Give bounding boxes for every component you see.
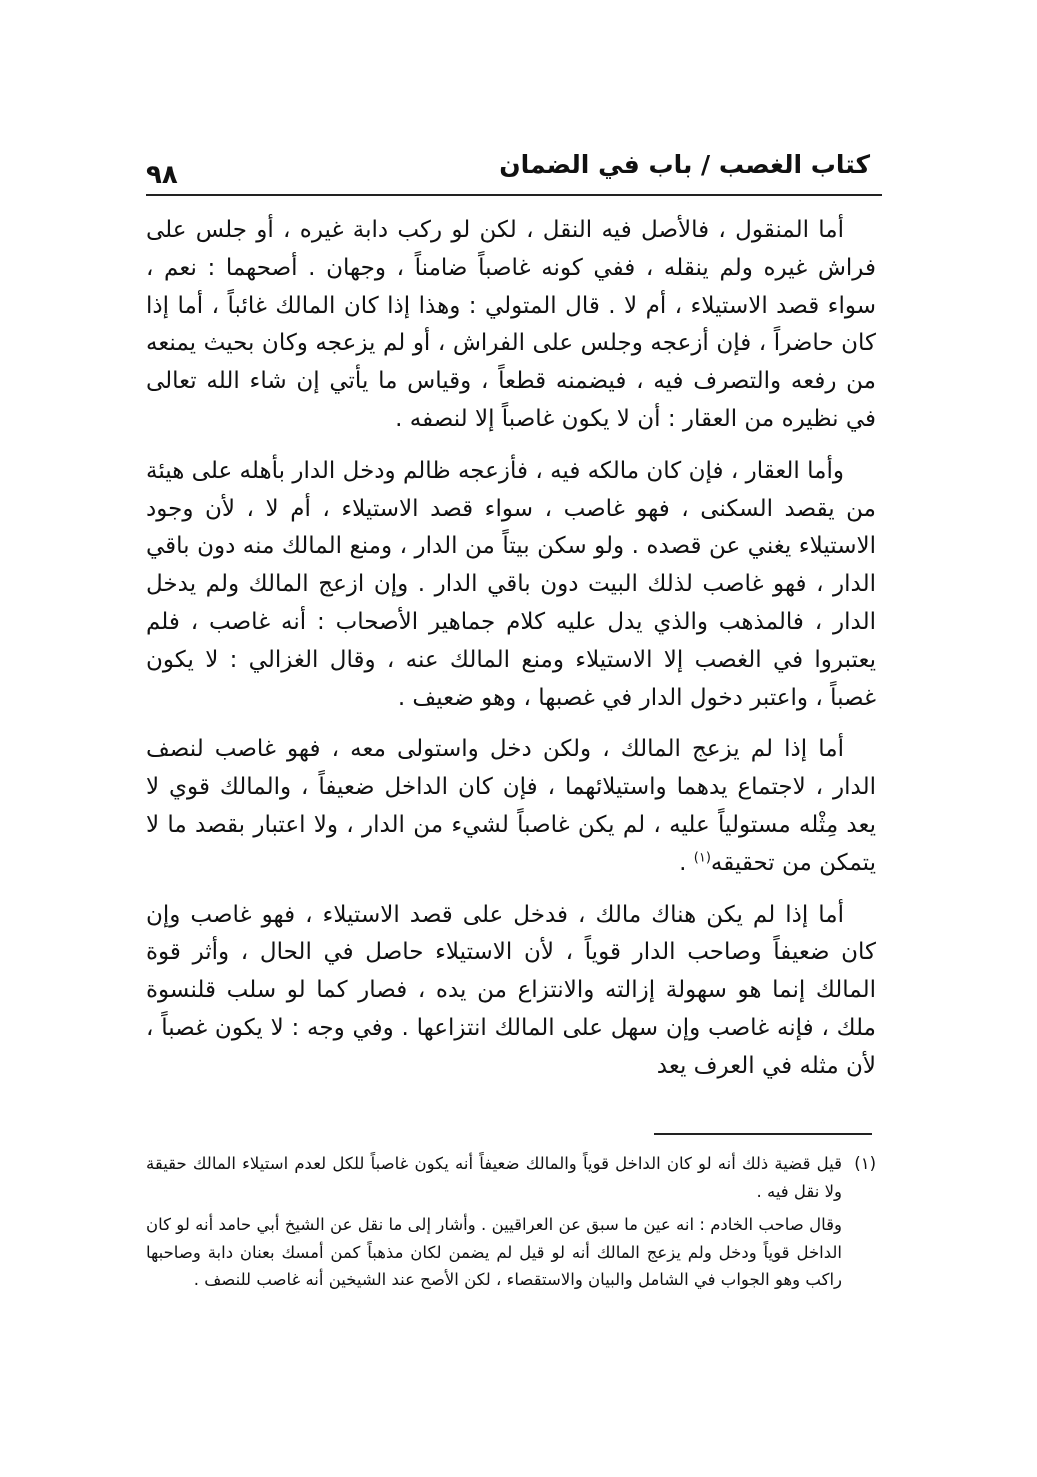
page-header <box>146 150 882 194</box>
footnotes <box>146 1150 876 1294</box>
footnote-rule <box>654 1133 872 1135</box>
footnote-continuation: وقال صاحب الخادم : انه عين ما سبق عن العراقيين . وأشار إلى ما نقل عن الشيخ أبي حامد أنه لو كان الداخل قوياً ودخل ولم يزعج المالك أنه لو قيل لم يضمن لكان مذهباً كمن أمسك بعنان دابة وصاحبها راكب وهو الجواب في الشامل والبيان والاستقصاء ، لكن الأصح عند الشيخين أنه غاصب للنصف . <box>146 1215 842 1289</box>
footnote-marker: (١) <box>693 850 711 866</box>
page-number: ٩٨ <box>146 160 178 190</box>
paragraph-end: . <box>679 849 694 876</box>
footnote-text: قيل قضية ذلك أنه لو كان الداخل قوياً والمالك ضعيفاً أنه يكون غاصباً للكل لعدم استيلاء المالك حقيقة ولا نقل فيه . <box>146 1154 842 1201</box>
main-text <box>146 212 876 1086</box>
footnote <box>146 1150 876 1205</box>
paragraph <box>146 731 876 882</box>
paragraph: أما المنقول ، فالأصل فيه النقل ، لكن لو ركب دابة غيره ، أو جلس على فراش غيره ولم ينقله ، ففي كونه غاصباً ضامناً ، وجهان . أصحهما : نعم ، سواء قصد الاستيلاء ، أم لا . قال المتولي : وهذا إذا كان المالك غائباً ، أما إذا كان حاضراً ، فإن أزعجه وجلس على الفراش ، أو لم يزعجه وكان بحيث يمنعه من رفعه والتصرف فيه ، فيضمنه قطعاً ، وقياس ما يأتي إن شاء الله تعالى في نظيره من العقار : أن لا يكون غاصباً إلا لنصفه . <box>146 217 876 432</box>
running-title: كتاب الغصب / باب في الضمان <box>499 150 870 179</box>
footnote-label: (١) <box>854 1154 876 1173</box>
paragraph: وأما العقار ، فإن كان مالكه فيه ، فأزعجه ظالم ودخل الدار بأهله على هيئة من يقصد السكنى ، فهو غاصب ، سواء قصد الاستيلاء ، أم لا ، لأن وجود الاستيلاء يغني عن قصده . ولو سكن بيتاً من الدار ، ومنع المالك منه دون باقي الدار ، فهو غاصب لذلك البيت دون باقي الدار . وإن ازعج المالك ولم يدخل الدار ، فالمذهب والذي يدل عليه كلام جماهير الأصحاب : أنه غاصب ، فلم يعتبروا في الغصب إلا الاستيلاء ومنع المالك عنه ، وقال الغزالي : لا يكون غصباً ، واعتبر دخول الدار في غصبها ، وهو ضعيف . <box>146 457 876 711</box>
paragraph-text: أما إذا لم يزعج المالك ، ولكن دخل واستولى معه ، فهو غاصب لنصف الدار ، لاجتماع يدهما واستيلائهما ، فإن كان الداخل ضعيفاً ، والمالك قوي لا يعد مِثْله مستولياً عليه ، لم يكن غاصباً لشيء من الدار ، ولا اعتبار بقصد ما لا يتمكن من تحقيقه <box>146 736 876 876</box>
paragraph: أما إذا لم يكن هناك مالك ، فدخل على قصد الاستيلاء ، فهو غاصب وإن كان ضعيفاً وصاحب الدار قوياً ، لأن الاستيلاء حاصل في الحال ، وأثر قوة المالك إنما هو سهولة إزالته والانتزاع من يده ، فصار كما لو سلب قلنسوة ملك ، فإنه غاصب وإن سهل على المالك انتزاعها . وفي وجه : لا يكون غصباً ، لأن مثله في العرف يعد <box>146 901 876 1079</box>
header-rule <box>146 194 882 196</box>
